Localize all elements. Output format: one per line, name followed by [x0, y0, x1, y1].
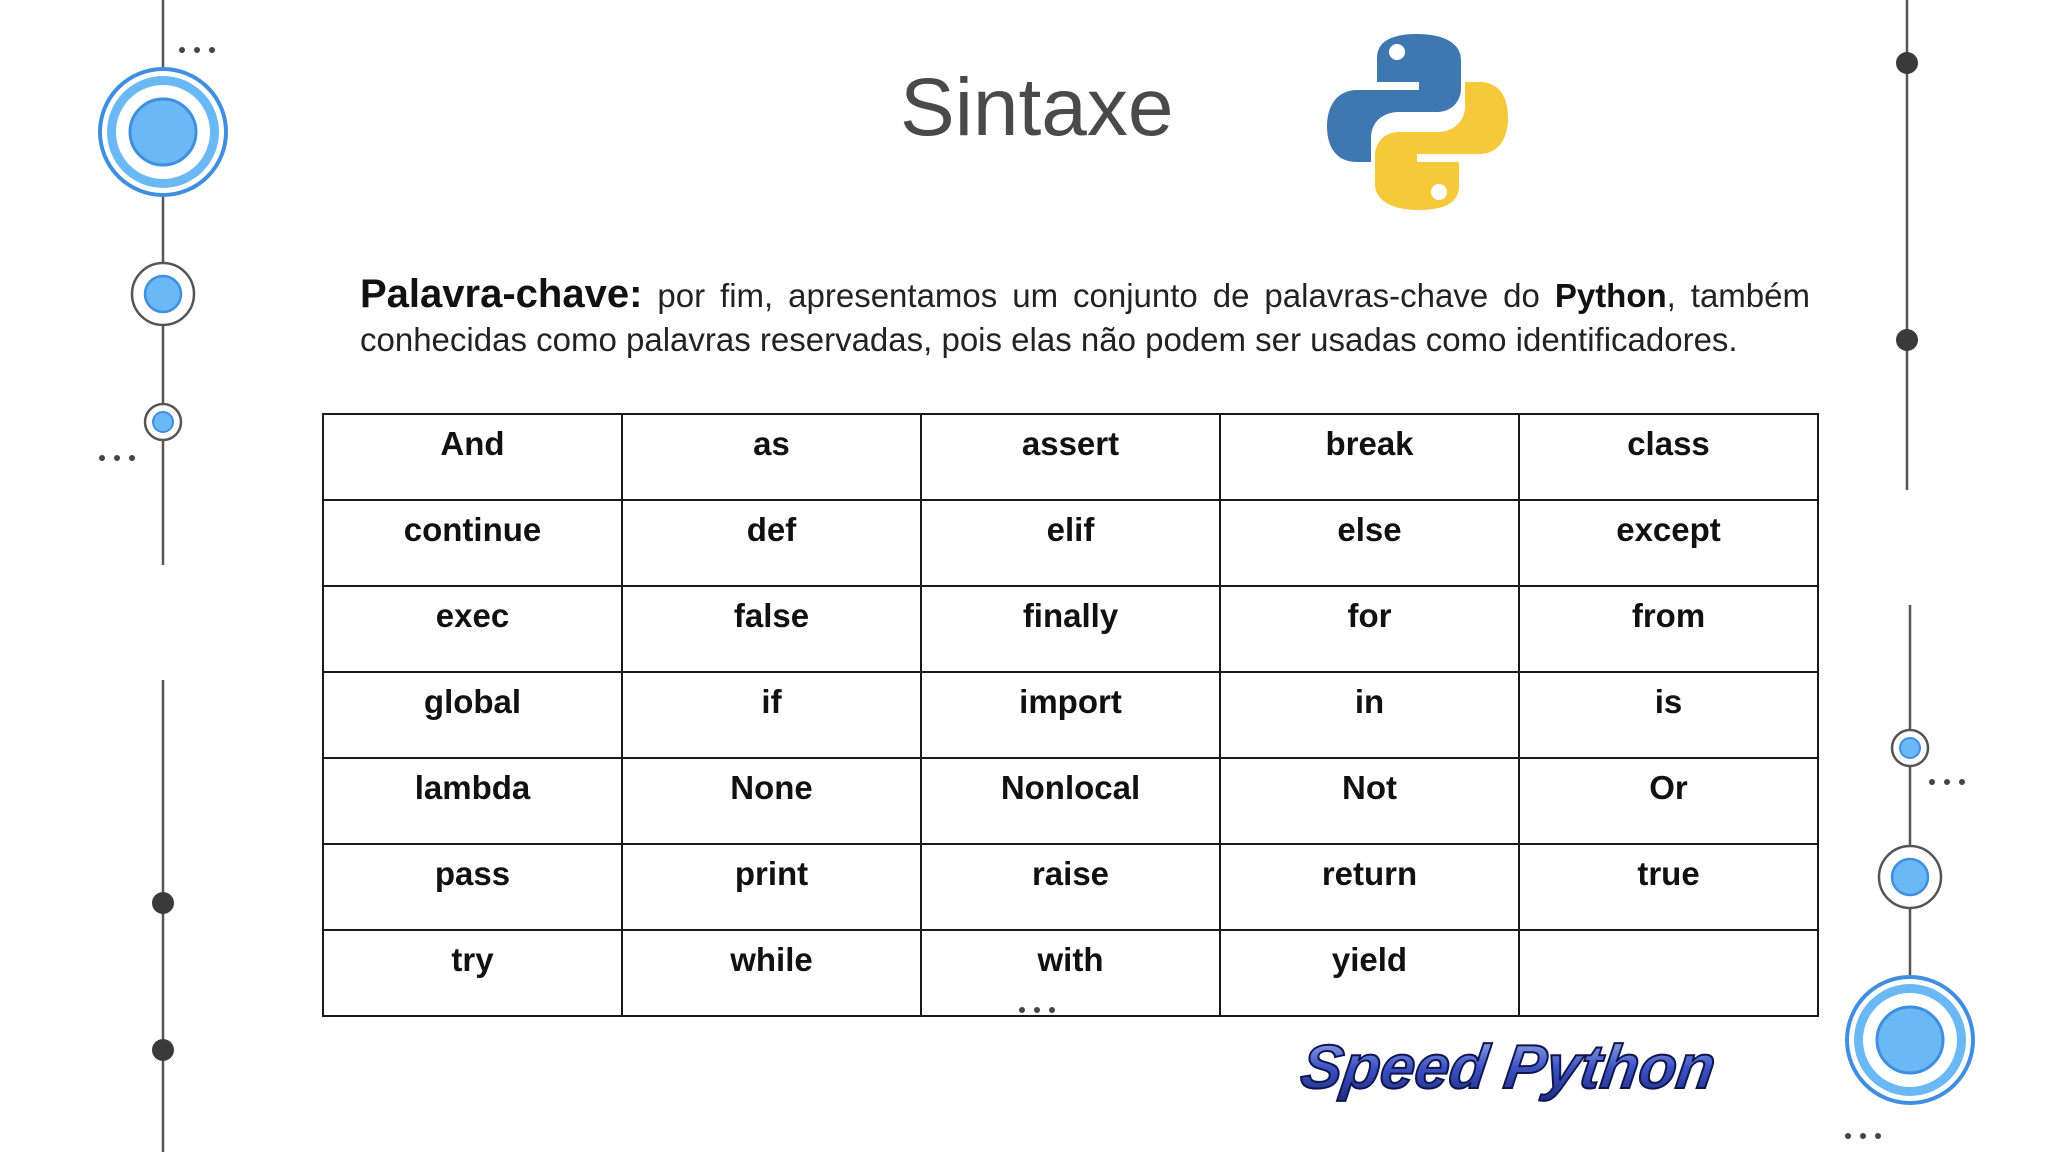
keyword-cell: continue — [323, 500, 622, 586]
keyword-cell: None — [622, 758, 921, 844]
keyword-cell: as — [622, 414, 921, 500]
large-ring-icon — [100, 69, 226, 195]
keyword-cell: Not — [1220, 758, 1519, 844]
medium-ring-icon-right — [1879, 846, 1941, 908]
table-row — [323, 500, 1818, 586]
keyword-cell — [1519, 930, 1818, 1016]
keyword-cell: false — [622, 586, 921, 672]
speed-python-logo — [1290, 1020, 1740, 1120]
keyword-cell: with — [921, 930, 1220, 1016]
keyword-cell: global — [323, 672, 622, 758]
table-row — [323, 758, 1818, 844]
small-ring-icon-right — [1892, 730, 1928, 766]
intro-lead: Palavra-chave: — [360, 272, 643, 316]
keyword-cell: class — [1519, 414, 1818, 500]
keyword-cell: return — [1220, 844, 1519, 930]
keyword-cell: elif — [921, 500, 1220, 586]
keyword-cell: is — [1519, 672, 1818, 758]
keyword-cell: if — [622, 672, 921, 758]
small-ring-icon — [145, 404, 181, 440]
table-row — [323, 672, 1818, 758]
python-logo-icon — [1325, 30, 1510, 215]
keywords-table — [322, 413, 1819, 1017]
intro-paragraph — [360, 272, 1810, 362]
keyword-cell: Or — [1519, 758, 1818, 844]
page-title: Sintaxe — [900, 62, 1174, 153]
keyword-cell: import — [921, 672, 1220, 758]
keyword-cell: exec — [323, 586, 622, 672]
keyword-cell: true — [1519, 844, 1818, 930]
keyword-cell: else — [1220, 500, 1519, 586]
keyword-cell: finally — [921, 586, 1220, 672]
table-row — [323, 844, 1818, 930]
keyword-cell: raise — [921, 844, 1220, 930]
keyword-cell: print — [622, 844, 921, 930]
intro-text-part1: por fim, apresentamos um conjunto de palavras-chave do — [642, 277, 1555, 314]
keyword-cell: try — [323, 930, 622, 1016]
keyword-cell: yield — [1220, 930, 1519, 1016]
keyword-cell: lambda — [323, 758, 622, 844]
keyword-cell: for — [1220, 586, 1519, 672]
keyword-cell: pass — [323, 844, 622, 930]
keyword-cell: from — [1519, 586, 1818, 672]
keyword-cell: And — [323, 414, 622, 500]
keyword-cell: in — [1220, 672, 1519, 758]
keyword-cell: def — [622, 500, 921, 586]
keyword-cell: except — [1519, 500, 1818, 586]
large-ring-icon-right — [1847, 977, 1973, 1103]
table-row — [323, 930, 1818, 1016]
table-row — [323, 414, 1818, 500]
table-row — [323, 586, 1818, 672]
intro-python-bold: Python — [1554, 277, 1667, 314]
speed-python-logo-text: Speed Python — [1296, 1033, 1720, 1102]
keyword-cell: Nonlocal — [921, 758, 1220, 844]
keyword-cell: while — [622, 930, 921, 1016]
keyword-cell: assert — [921, 414, 1220, 500]
keyword-cell: break — [1220, 414, 1519, 500]
intro-text-part2: , também conhecidas como palavras reservadas, pois elas não podem ser usadas como identificadores. — [360, 277, 1810, 358]
medium-ring-icon — [132, 263, 194, 325]
